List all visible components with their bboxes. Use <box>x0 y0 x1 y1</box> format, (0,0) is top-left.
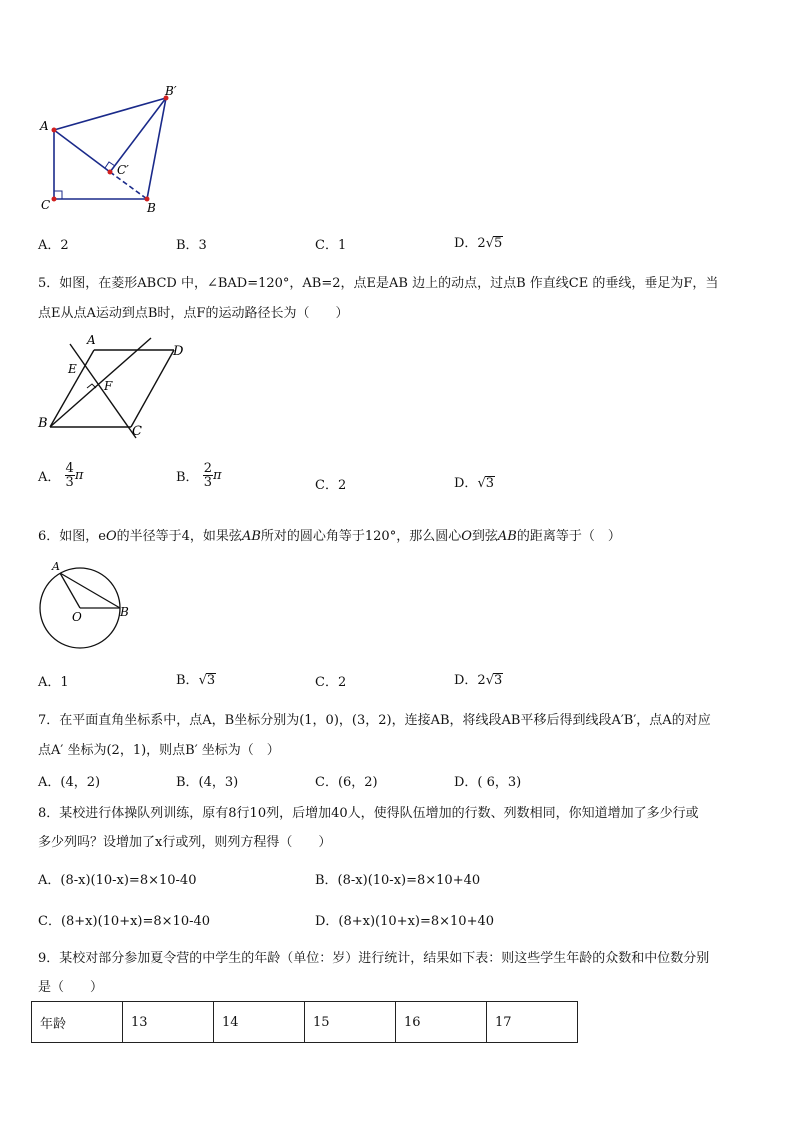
line-bf-extended <box>50 338 151 427</box>
q5-option-d-root: 3 <box>485 476 495 491</box>
table-cell: 15 <box>305 1002 396 1043</box>
fraction-numerator: 2 <box>203 461 212 476</box>
radical-sign-icon: √ <box>485 236 494 251</box>
pi-symbol: π <box>212 468 222 483</box>
chord-ab <box>60 573 120 608</box>
q8-stem-line2: 多少列吗？设增加了x行或列，则列方程得（ ） <box>38 835 332 850</box>
table-row <box>32 1002 578 1043</box>
label-e: E <box>68 362 77 376</box>
q6-text: 的距离等于（ ） <box>516 529 621 544</box>
segment-b-prime-b <box>147 98 166 199</box>
age-table <box>31 1001 578 1043</box>
q5-option-d-prefix: D． <box>454 476 478 491</box>
circle-symbol: e <box>98 529 106 544</box>
label-a: A <box>52 560 60 573</box>
point-c-prime <box>108 170 113 175</box>
q6-ab: AB <box>241 529 261 544</box>
q5-stem-line1: 5．如图，在菱形ABCD 中，∠BAD=120°，AB=2，点E是AB 边上的动点，过点B 作直线CE 的垂线，垂足为F，当 <box>38 276 719 291</box>
q4-option-a[interactable]: A．2 <box>38 238 69 253</box>
side-dc <box>131 350 174 427</box>
label-b: B <box>38 416 48 431</box>
radical-sign-icon: √ <box>198 673 207 688</box>
q7-stem-line2: 点A′ 坐标为(2，1)，则点B′ 坐标为（ ） <box>38 743 280 758</box>
q6-figure <box>34 558 134 653</box>
point-c <box>52 197 57 202</box>
point-a <box>52 128 57 133</box>
q6-o: O <box>105 529 117 544</box>
label-b-prime: B′ <box>165 84 177 98</box>
q8-option-c[interactable]: C．(8+x)(10+x)=8×10-40 <box>38 914 211 929</box>
radical-sign-icon: √ <box>477 476 486 491</box>
q5-option-a-prefix: A． <box>38 470 61 485</box>
q6-stem-line1 <box>38 525 621 544</box>
q4-option-d-root: 5 <box>494 236 503 251</box>
q6-option-d[interactable] <box>454 669 503 688</box>
label-d: D <box>173 344 184 359</box>
label-c: C <box>132 424 142 439</box>
q7-stem-line1: 7．在平面直角坐标系中，点A，B坐标分别为(1，0)，(3，2)，连接AB，将线段AB平移后得到线段A′B′，点A的对应 <box>38 713 711 728</box>
label-b: B <box>120 605 129 619</box>
q7-option-a[interactable]: A．(4，2) <box>38 775 101 790</box>
q6-option-b-root: 3 <box>206 673 216 688</box>
q4-figure <box>30 82 190 217</box>
q4-option-c[interactable]: C．1 <box>315 238 347 253</box>
pi-symbol: π <box>74 468 84 483</box>
label-a: A <box>87 333 96 347</box>
q8-stem-line1: 8．某校进行体操队列训练，原有8行10列，后增加40人，使得队伍增加的行数、列数相同，你知道增加了多少行或 <box>38 806 699 821</box>
q5-figure <box>34 330 194 445</box>
q5-option-c[interactable]: C．2 <box>315 478 347 493</box>
q7-option-c[interactable]: C．(6，2) <box>315 775 378 790</box>
segment-ab-prime <box>54 98 166 130</box>
q6-option-d-prefix: D．2 <box>454 673 486 688</box>
table-header-cell: 年龄 <box>32 1002 123 1043</box>
q5-option-b[interactable] <box>176 462 222 489</box>
label-a: A <box>40 119 49 133</box>
segment-b-prime-c-prime <box>110 98 166 172</box>
q6-option-c[interactable]: C．2 <box>315 675 347 690</box>
label-c: C <box>41 198 51 212</box>
label-f: F <box>104 379 113 393</box>
q4-option-d-prefix: D．2 <box>454 236 486 251</box>
fraction-denominator: 3 <box>203 475 212 490</box>
fraction-denominator: 3 <box>65 475 74 490</box>
q5-option-a[interactable] <box>38 462 83 489</box>
q8-option-b[interactable]: B．(8-x)(10-x)=8×10+40 <box>315 873 481 888</box>
fraction <box>203 462 213 489</box>
segment-a-c-prime <box>54 130 110 172</box>
label-b: B <box>147 201 156 215</box>
q6-ab: AB <box>497 529 517 544</box>
q6-text: 的半径等于4，如果弦 <box>116 529 242 544</box>
fraction <box>65 462 75 489</box>
q6-option-b-prefix: B． <box>176 673 199 688</box>
q6-option-d-root: 3 <box>494 673 503 688</box>
q6-option-b[interactable] <box>176 669 216 688</box>
q6-text: 所对的圆心角等于120°，那么圆心 <box>260 529 462 544</box>
label-o: O <box>72 610 82 624</box>
fraction-numerator: 4 <box>65 461 74 476</box>
q6-option-a[interactable]: A．1 <box>38 675 69 690</box>
table-cell: 17 <box>487 1002 578 1043</box>
table-cell: 13 <box>123 1002 214 1043</box>
q5-option-b-prefix: B． <box>176 470 199 485</box>
q5-stem-line2: 点E从点A运动到点B时，点F的运动路径长为（ ） <box>38 306 349 321</box>
q4-option-b[interactable]: B．3 <box>176 238 207 253</box>
q7-option-d[interactable]: D．( 6，3) <box>454 775 522 790</box>
q6-text: 到弦 <box>471 529 498 544</box>
q5-option-d[interactable] <box>454 472 495 491</box>
label-c-prime: C′ <box>117 163 129 177</box>
q6-text: 6．如图， <box>38 529 99 544</box>
q7-option-b[interactable]: B．(4，3) <box>176 775 239 790</box>
q9-stem-line2: 是（ ） <box>38 980 104 995</box>
radical-sign-icon: √ <box>485 673 494 688</box>
q4-option-d[interactable] <box>454 232 503 251</box>
table-cell: 16 <box>396 1002 487 1043</box>
q9-stem-line1: 9．某校对部分参加夏令营的中学生的年龄（单位：岁）进行统计，结果如下表：则这些学生年龄的众数和中位数分别 <box>38 951 710 966</box>
line-ce-extended <box>70 344 136 438</box>
q8-option-a[interactable]: A．(8-x)(10-x)=8×10-40 <box>38 873 197 888</box>
q6-o: O <box>461 529 472 544</box>
table-cell: 14 <box>214 1002 305 1043</box>
q8-option-d[interactable]: D．(8+x)(10+x)=8×10+40 <box>315 914 495 929</box>
